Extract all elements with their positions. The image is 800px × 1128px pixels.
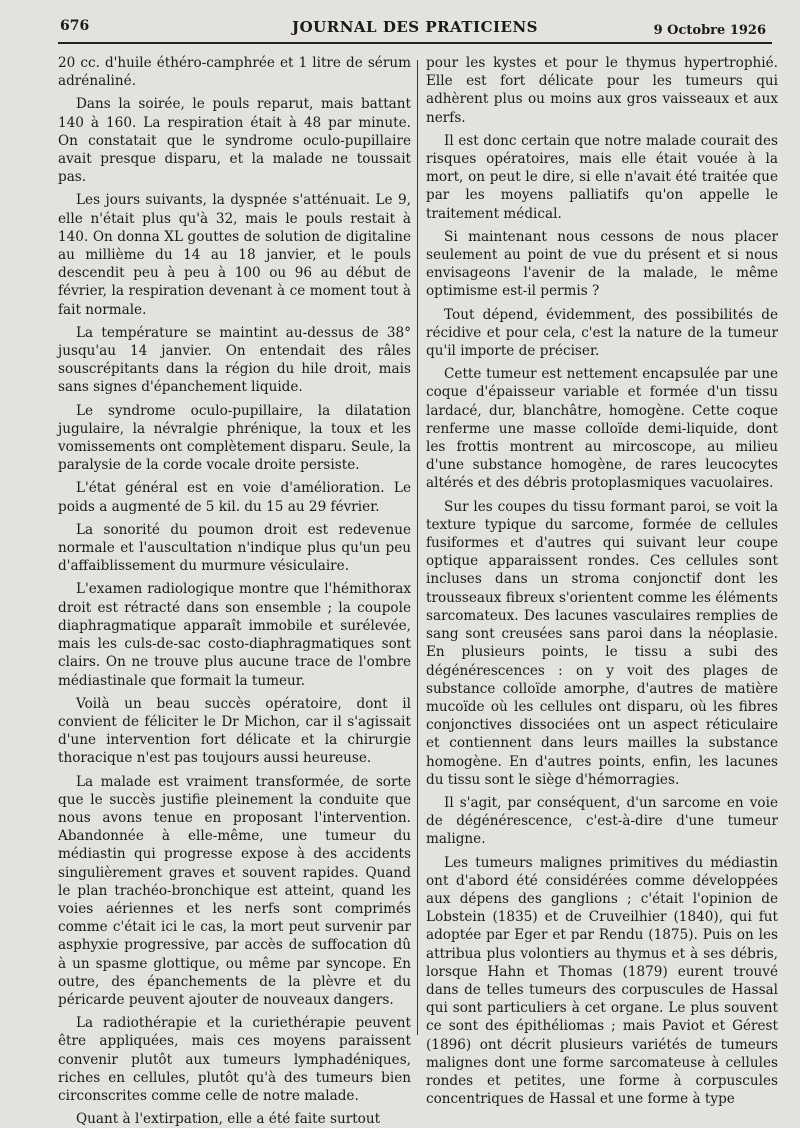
page-number: 676 <box>60 18 90 34</box>
paragraph: Tout dépend, évidemment, des possibilités de récidive et pour cela, c'est la nature de la tumeur qu'il importe de préciser. <box>426 306 778 360</box>
paragraph: Le syndrome oculo-pupillaire, la dilatation jugulaire, la névralgie phrénique, la toux et les vomissements ont complètement disparu. Seule, la paralysie de la corde vocale droite persiste. <box>58 402 411 474</box>
paragraph: Il s'agit, par conséquent, d'un sarcome en voie de dégénérescence, c'est-à-dire d'une tumeur maligne. <box>426 794 778 848</box>
paragraph: La sonorité du poumon droit est redevenue normale et l'auscultation n'indique plus qu'un peu d'affaiblissement du murmure vésiculaire. <box>58 521 411 575</box>
paragraph: 20 cc. d'huile éthéro-camphrée et 1 litre de sérum adrénaliné. <box>58 55 411 90</box>
paragraph: La malade est vraiment transformée, de sorte que le succès justifie pleinement la conduite que nous avons tenue en proposant l'intervention. Abandonnée à elle-même, une tumeur du médiastin qui progresse expose à des accidents singulièrement graves et souvent rapides. Quand le plan trachéo-bronchique est atteint, quand les voies aériennes et les nerfs sont comprimés comme c'était ici le cas, la mort peut survenir par asphyxie progressive, par accès de suffocation dû à un spasme glottique, ou même par syncope. En outre, des épanchements de la plèvre et du péricarde peuvent ajouter de nouveaux dangers. <box>58 773 411 1008</box>
paragraph: pour les kystes et pour le thymus hypertrophié. Elle est fort délicate pour les tumeurs qui adhèrent plus ou moins aux gros vaisseaux et aux nerfs. <box>426 55 778 126</box>
issue-date: 9 Octobre 1926 <box>653 23 766 38</box>
paragraph: L'examen radiologique montre que l'hémithorax droit est rétracté dans son ensemble ; la coupole diaphragmatique apparaît immobile et surélevée, mais les culs-de-sac costo-diaphragmatiques sont clairs. On ne trouve plus aucune trace de l'ombre médiastinale que formait la tumeur. <box>58 581 411 689</box>
paragraph: Les tumeurs malignes primitives du médiastin ont d'abord été considérées comme développées aux dépens des ganglions ; c'était l'opinion de Lobstein (1835) et de Cruveilhier (1840), qui fut adoptée par Eger et par Rendu (1875). Puis on les attribua plus volontiers au thymus et à ses débris, lorsque Hahn et Thomas (1879) eurent trouvé dans de telles tumeurs des corpuscules de Hassal qui sont particuliers à cet organe. Le plus souvent ce sont des épithéliomas ; mais Paviot et Gérest (1896) ont décrit plusieurs variétés de tumeurs malignes dont une forme sarcomateuse à cellules rondes et petites, une forme à corpuscules concentriques de Hassal et une forme à type <box>426 854 778 1108</box>
paragraph: La température se maintint au-dessus de 38° jusqu'au 14 janvier. On entendait des râles souscrépitants dans la région du hile droit, mais sans signes d'épanchement liquide. <box>58 324 411 396</box>
paragraph: Dans la soirée, le pouls reparut, mais battant 140 à 160. La respiration était à 48 par minute. On constatait que le syndrome oculo-pupillaire avait presque disparu, et la malade ne toussait pas. <box>58 96 411 186</box>
journal-title: JOURNAL DES PRATICIENS <box>292 18 538 36</box>
paragraph: Cette tumeur est nettement encapsulée par une coque d'épaisseur variable et formée d'un tissu lardacé, dur, blanchâtre, homogène. Cette coque renferme une masse colloïde demi-liquide, dont les frottis montrent au mircoscope, au milieu d'une substance homogène, de rares leucocytes altérés et des débris protoplasmiques vacuolaires. <box>426 366 778 492</box>
paragraph: Voilà un beau succès opératoire, dont il convient de féliciter le Dr Michon, car il s'agissait d'une intervention fort délicate et la chirurgie thoracique n'est pas toujours aussi heureuse. <box>58 695 411 767</box>
paragraph: Il est donc certain que notre malade courait des risques opératoires, mais elle était vouée à la mort, on peut le dire, si elle n'avait été traitée que par les moyens palliatifs qu'on appelle le traitement médical. <box>426 132 778 222</box>
column-divider <box>417 60 418 1035</box>
paragraph: Sur les coupes du tissu formant paroi, se voit la texture typique du sarcome, formée de cellules fusiformes et d'autres qui suivant leur coupe optique apparaissent rondes. Ces cellules sont incluses dans un stroma conjonctif dont les trousseaux fibreux s'orientent comme les éléments sarcomateux. Des lacunes vasculaires remplies de sang sont creusées sans paroi dans la néoplasie. En plusieurs points, le tissu a subi des dégénérescences : on y voit des plages de substance colloïde amorphe, d'autres de matière mucoïde où les cellules ont disparu, où les fibres conjonctives dissociées ont un aspect réticulaire et contiennent dans leurs mailles la substance homogène. En d'autres points, enfin, les lacunes du tissu sont le siège d'hémorragies. <box>426 498 778 788</box>
page-header <box>58 16 772 44</box>
right-column <box>426 54 778 1108</box>
left-column <box>58 54 411 1128</box>
paragraph: Quant à l'extirpation, elle a été faite surtout <box>76 1111 381 1128</box>
paragraph: Si maintenant nous cessons de nous placer seulement au point de vue du présent et si nous envisageons l'avenir de la malade, le même optimisme est-il permis ? <box>426 228 778 300</box>
paragraph: Les jours suivants, la dyspnée s'atténuait. Le 9, elle n'était plus qu'à 32, mais le pouls restait à 140. On donna XL gouttes de solution de digitaline au millième du 14 au 18 janvier, et le pouls descendit peu à peu à 100 ou 96 au début de février, la respiration devenant à ce moment tout à fait normale. <box>58 192 411 318</box>
paragraph: La radiothérapie et la curiethérapie peuvent être appliquées, mais ces moyens paraissent convenir plutôt aux tumeurs lymphadéniques, riches en cellules, plutôt qu'à des tumeurs bien circonscrites comme celle de notre malade. <box>58 1015 411 1104</box>
paragraph: L'état général est en voie d'amélioration. Le poids a augmenté de 5 kil. du 15 au 29 février. <box>58 480 411 515</box>
